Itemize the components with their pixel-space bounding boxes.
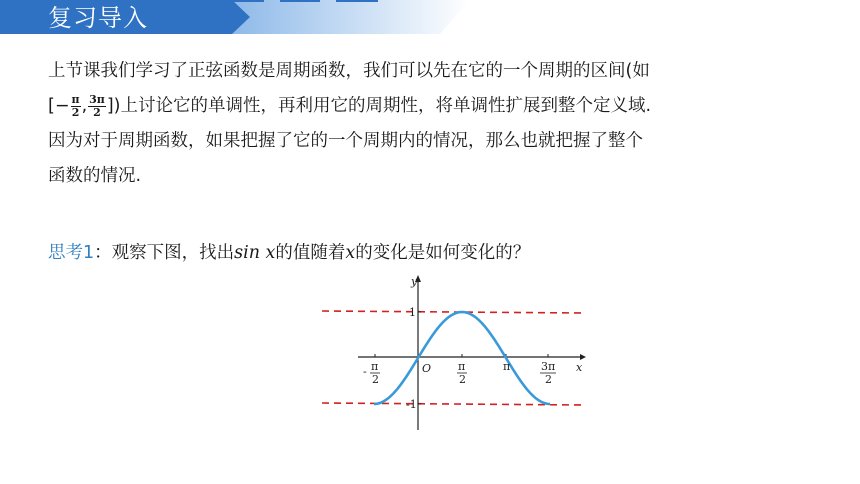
paragraph-line-1: 上节课我们学习了正弦函数是周期函数，我们可以先在它的一个周期的区间(如 <box>48 61 650 81</box>
half-pi-den: 2 <box>459 373 466 386</box>
interval-rest-text: ])上讨论它的单调性，再利用它的周期性，将单调性扩展到整个定义域. <box>106 96 652 116</box>
neg-sign: - <box>363 365 367 378</box>
think-text-a: 观察下图，找出 <box>111 243 235 263</box>
three-half-pi-den: 2 <box>545 373 552 386</box>
tick-label-neg-one: -1 <box>406 398 417 411</box>
sine-graph <box>318 270 588 435</box>
sin-x-expr: sin x <box>234 243 276 263</box>
tick-label-one: 1 <box>409 306 416 319</box>
neg-half-pi-num: π <box>371 360 379 373</box>
fraction-3pi-over-2: $\frac{3\pi}{2}$ <box>89 92 105 119</box>
x-axis-label: x <box>576 361 583 374</box>
tick-label-pi: π <box>503 360 511 373</box>
header-dash-line <box>0 0 380 4</box>
think-text-b: 的值随着 <box>275 243 346 263</box>
think-label: 思考1 <box>48 243 95 263</box>
page-title: 复习导入 <box>48 4 148 32</box>
neg-half-pi-den: 2 <box>372 373 379 386</box>
think-question <box>48 238 530 268</box>
fraction-pi-over-2: $\frac{\pi}{2}$ <box>71 92 80 119</box>
think-colon: ： <box>94 243 112 263</box>
paragraph-line-2 <box>48 89 828 124</box>
paragraph-line-4: 函数的情况. <box>48 166 142 186</box>
y-axis-label: y <box>411 275 418 288</box>
x-variable: x <box>345 243 356 263</box>
section-header <box>0 0 860 40</box>
interval-separator: , <box>81 96 88 116</box>
paragraph-line-3: 因为对于周期函数，如果把握了它的一个周期内的情况，那么也就把握了整个 <box>48 131 643 151</box>
interval-open: [− <box>48 96 70 116</box>
half-pi-num: π <box>458 360 466 373</box>
three-half-pi-num: 3π <box>541 360 556 373</box>
think-text-c: 的变化是如何变化的？ <box>355 243 531 263</box>
review-paragraph <box>48 54 828 194</box>
origin-label: O <box>422 362 432 375</box>
